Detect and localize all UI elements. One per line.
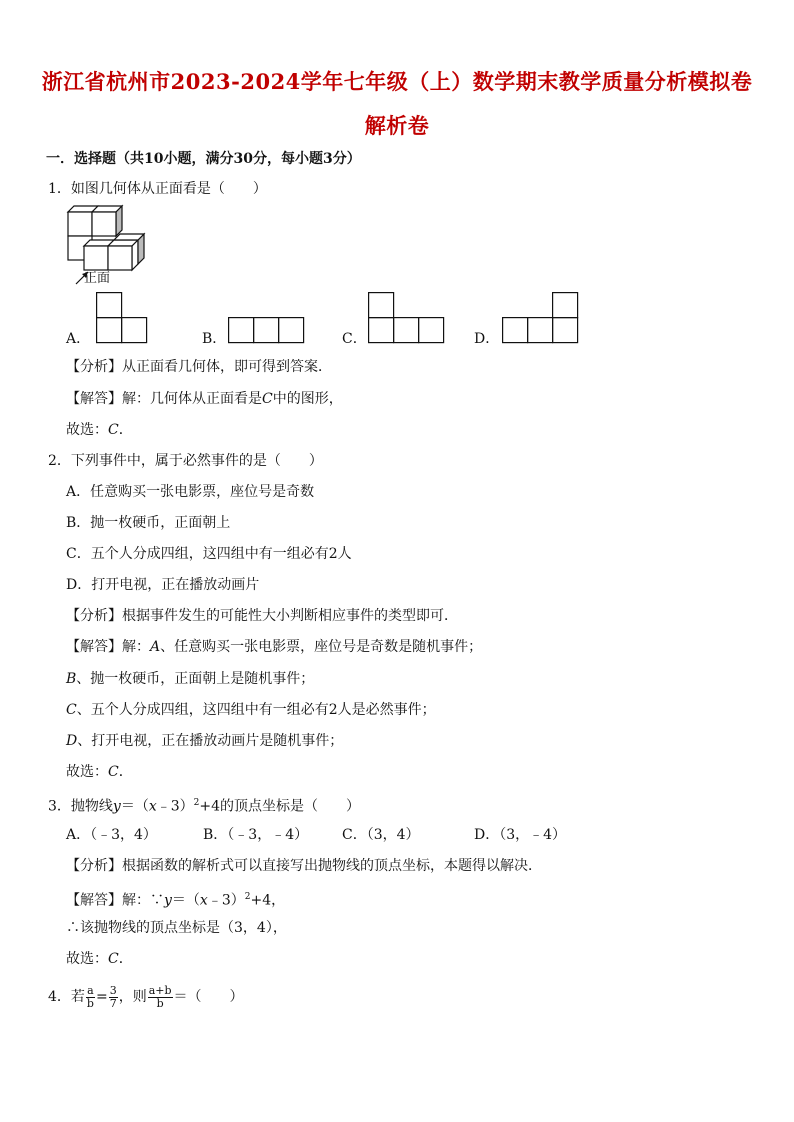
- q2-option-d: D．打开电视，正在播放动画片: [66, 577, 260, 593]
- q2-option-b: B．抛一枚硬币，正面朝上: [66, 515, 231, 531]
- q1-option-a-figure: [96, 292, 148, 344]
- q2-choice: 故选：C．: [66, 764, 133, 780]
- q1-option-a-label: A．: [66, 331, 91, 347]
- q4-fraction-a-over-b: $\frac{a}{b}$: [86, 983, 94, 1010]
- q1-option-d-label: D．: [474, 331, 500, 347]
- q3-analysis: 【分析】根据函数的解析式可以直接写出抛物线的顶点坐标，本题得以解决．: [66, 858, 542, 874]
- q2-option-a: A．任意购买一张电影票，座位号是奇数: [66, 484, 315, 500]
- q4-fraction-3-over-7: $\frac{3}{7}$: [109, 983, 117, 1010]
- q1-option-d-figure: [502, 292, 579, 344]
- q1-option-c-label: C．: [342, 331, 367, 347]
- q2-answer-b: B、抛一枚硬币，正面朝上是随机事件；: [66, 671, 315, 687]
- q3-option-a: A．（﹣3，4）: [66, 827, 157, 843]
- q1-option-b-label: B．: [202, 331, 227, 347]
- q2-stem: 2．下列事件中，属于必然事件的是（ ）: [48, 453, 323, 469]
- q3-option-b: B．（﹣3，﹣4）: [203, 827, 309, 843]
- q1-answer: 【解答】解：几何体从正面看是C中的图形，: [66, 391, 343, 407]
- q2-option-c: C．五个人分成四组，这四组中有一组必有2人: [66, 546, 352, 562]
- q2-answer-a: 【解答】解：A、任意购买一张电影票，座位号是奇数是随机事件；: [66, 639, 483, 655]
- q1-analysis: 【分析】从正面看几何体，即可得到答案．: [66, 359, 332, 375]
- q3-option-d: D．（3，﹣4）: [474, 827, 567, 843]
- q3-choice: 故选：C．: [66, 951, 133, 967]
- q3-answer: 【解答】解：∵y＝（x﹣3）$^2$+4，: [66, 892, 286, 909]
- q4-fraction-sum-over-b: $\frac{a+b}{b}$: [148, 983, 172, 1010]
- q1-solid-figure: [64, 204, 164, 288]
- q2-answer-c: C、五个人分成四组，这四组中有一组必有2人是必然事件；: [66, 702, 436, 718]
- document-subtitle: 解析卷: [364, 113, 430, 138]
- q2-answer-d: D、打开电视，正在播放动画片是随机事件；: [66, 733, 344, 749]
- q1-option-b-figure: [228, 317, 304, 344]
- q3-stem: 3．抛物线y＝（x﹣3）$^2$+4的顶点坐标是（ ）: [48, 798, 361, 815]
- document-title: 浙江省杭州市2023-2024学年七年级（上）数学期末教学质量分析模拟卷: [41, 69, 753, 94]
- section-heading: 一．选择题（共10小题，满分30分，每小题3分）: [46, 151, 361, 167]
- q3-option-c: C．（3，4）: [342, 827, 420, 843]
- q4-stem: 4．若 $\frac{a}{b}$ = $\frac{3}{7}$ ，则 $\frac{a+b}{b}$ ＝（ ）: [48, 983, 244, 1010]
- q1-stem: 1．如图几何体从正面看是（ ）: [48, 181, 267, 197]
- q1-option-c-figure: [368, 292, 445, 344]
- q2-analysis: 【分析】根据事件发生的可能性大小判断相应事件的类型即可．: [66, 608, 458, 624]
- q1-choice: 故选：C．: [66, 422, 133, 438]
- q3-conclusion: ∴该抛物线的顶点坐标是（3，4），: [66, 920, 287, 936]
- front-view-label: 正面: [84, 271, 111, 286]
